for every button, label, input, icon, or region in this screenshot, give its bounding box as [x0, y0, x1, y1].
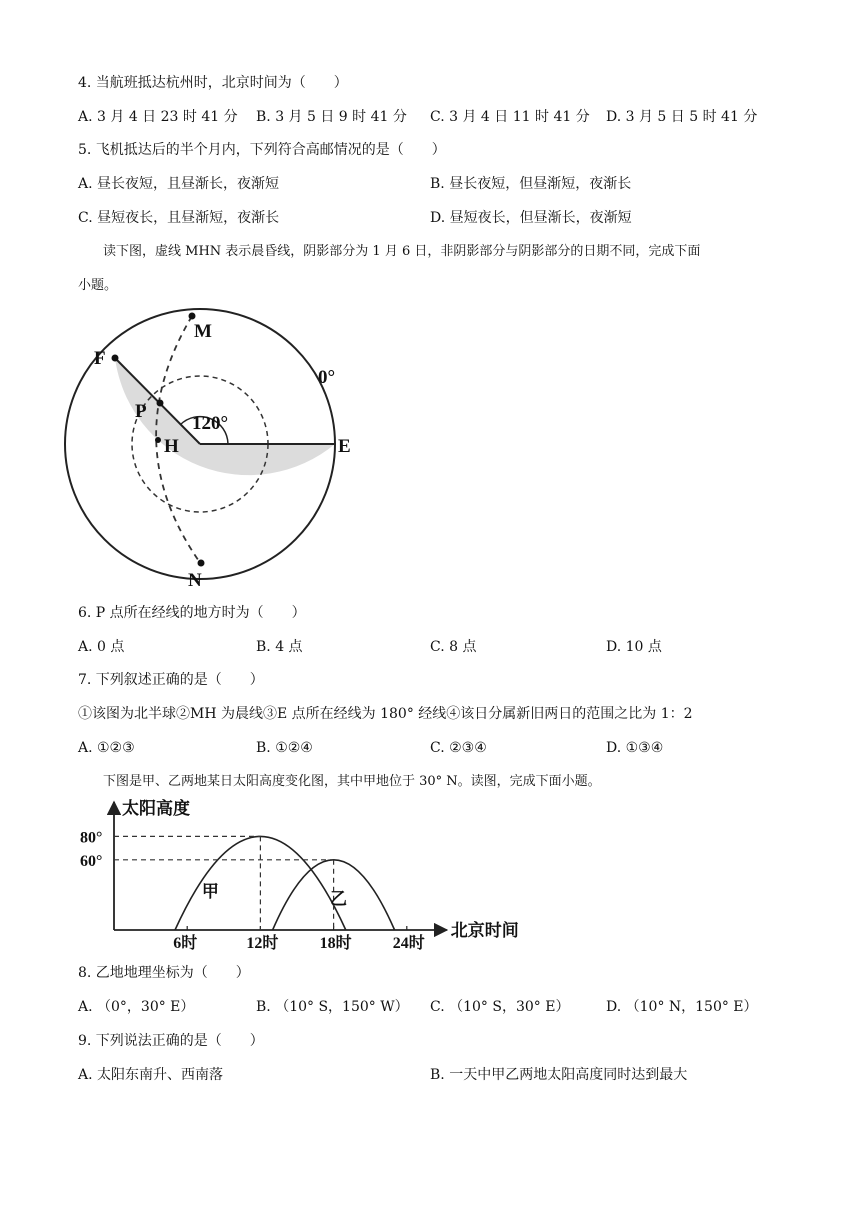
y-tick-label: 60°	[80, 852, 103, 870]
x-tick-label: 12时	[246, 935, 279, 952]
label-m: M	[194, 321, 212, 342]
q9-stem: 9. 下列说法正确的是（ ）	[78, 1033, 264, 1049]
q4-stem: 4. 当航班抵达杭州时，北京时间为（ ）	[78, 75, 348, 91]
label-e: E	[338, 436, 351, 457]
polar-terminator-figure	[78, 305, 378, 595]
q6-option-a: A. 0 点	[78, 639, 125, 655]
label-n: N	[188, 570, 202, 591]
q4-option-d: D. 3 月 5 日 5 时 41 分	[606, 109, 758, 125]
q7-stem: 7. 下列叙述正确的是（ ）	[78, 672, 264, 688]
q4-option-c: C. 3 月 4 日 11 时 41 分	[430, 109, 590, 125]
y-tick-label: 80°	[80, 829, 103, 847]
x-tick-label: 18时	[319, 935, 352, 952]
series-label-jia: 甲	[201, 882, 219, 902]
x-axis-label: 北京时间	[450, 921, 519, 940]
label-zero-degree: 0°	[318, 367, 336, 388]
q8-option-c: C. （10° S，30° E）	[430, 999, 570, 1015]
q6-stem: 6. P 点所在经线的地方时为（ ）	[78, 605, 306, 621]
q7-statements: ①该图为北半球②MH 为晨线③E 点所在经线为 180° 经线④该日分属新旧两日的范围之比为 1：2	[78, 706, 693, 722]
solar-altitude-chart	[78, 798, 519, 954]
label-f: F	[94, 348, 106, 369]
q5-option-c: C. 昼短夜长，且昼渐短，夜渐长	[78, 210, 280, 226]
q4-option-a: A. 3 月 4 日 23 时 41 分	[78, 109, 238, 125]
q6-option-d: D. 10 点	[606, 639, 662, 655]
q5-option-d: D. 昼短夜长，但昼渐长，夜渐短	[430, 210, 632, 226]
intro1-line2: 小题。	[78, 278, 118, 293]
q9-option-b: B. 一天中甲乙两地太阳高度同时达到最大	[430, 1067, 688, 1083]
point-f	[112, 355, 119, 362]
q9-option-a: A. 太阳东南升、西南落	[78, 1067, 224, 1083]
q6-option-c: C. 8 点	[430, 639, 477, 655]
intro1-line1: 读下图，虚线 MHN 表示晨昏线，阴影部分为 1 月 6 日，非阴影部分与阴影部分的日期不同，完成下面	[103, 244, 701, 259]
q7-option-b: B. ①②④	[256, 740, 313, 756]
label-h: H	[164, 436, 179, 457]
x-tick-label: 24时	[392, 935, 425, 952]
q4-option-b: B. 3 月 5 日 9 时 41 分	[256, 109, 407, 125]
q5-stem: 5. 飞机抵达后的半个月内，下列符合高邮情况的是（ ）	[78, 142, 446, 158]
q8-option-d: D. （10° N，150° E）	[606, 999, 758, 1015]
point-m	[189, 313, 196, 320]
q8-option-b: B. （10° S，150° W）	[256, 999, 409, 1015]
point-p	[157, 400, 164, 407]
y-axis-label: 太阳高度	[122, 799, 190, 818]
label-angle: 120°	[192, 413, 229, 434]
q5-option-a: A. 昼长夜短，且昼渐长，夜渐短	[78, 176, 280, 192]
q5-option-b: B. 昼长夜短，但昼渐短，夜渐长	[430, 176, 632, 192]
point-h	[155, 437, 161, 443]
q8-stem: 8. 乙地地理坐标为（ ）	[78, 965, 250, 981]
x-tick-label: 6时	[173, 935, 198, 952]
intro2-line1: 下图是甲、乙两地某日太阳高度变化图，其中甲地位于 30° N。读图，完成下面小题。	[103, 774, 601, 789]
q7-option-c: C. ②③④	[430, 740, 487, 756]
point-n	[198, 560, 205, 567]
q8-option-a: A. （0°，30° E）	[78, 999, 195, 1015]
q7-option-a: A. ①②③	[78, 740, 135, 756]
series-label-yi: 乙	[329, 889, 347, 909]
q6-option-b: B. 4 点	[256, 639, 303, 655]
q7-option-d: D. ①③④	[606, 740, 664, 756]
label-p: P	[135, 401, 147, 422]
